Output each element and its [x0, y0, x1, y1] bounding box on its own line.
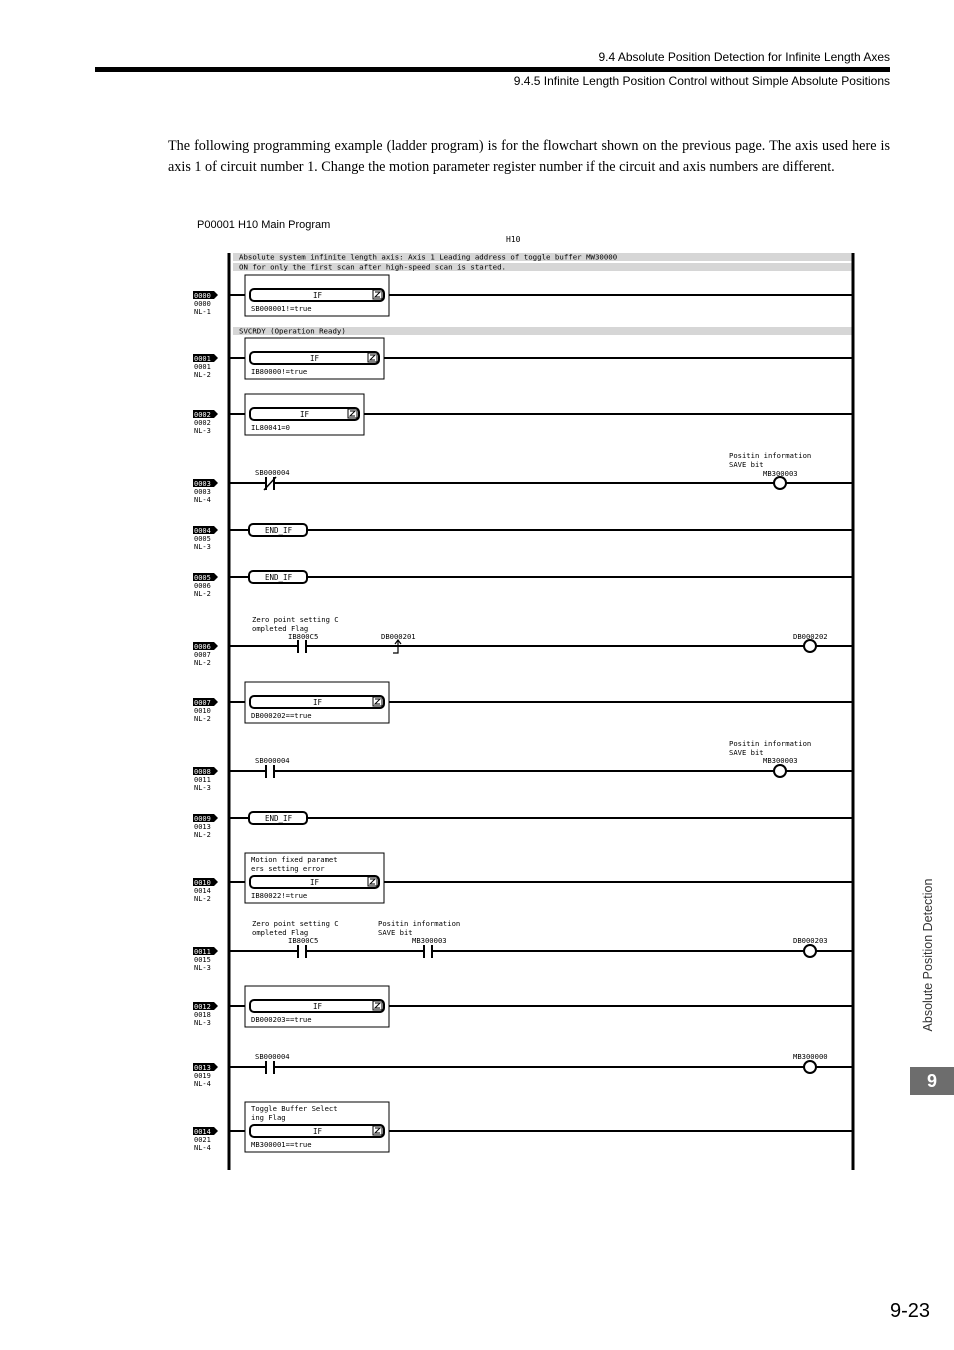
svg-text:SB000001!=true: SB000001!=true	[251, 304, 312, 313]
svg-text:NL-2: NL-2	[194, 895, 211, 903]
comment-text: Absolute system infinite length axis: Axis 1 Leading address of toggle buffer MW30000	[239, 252, 618, 262]
svg-text:END_IF: END_IF	[265, 526, 293, 535]
intro-paragraph: The following programming example (ladder program) is for the flowchart shown on the previous page. The axis used here is axis 1 of circuit number 1. Change the motion parameter register number if the circuit and axis numbers are different.	[168, 138, 890, 175]
if-block	[229, 853, 853, 903]
end-if-block	[229, 571, 853, 583]
svg-text:ing Flag: ing Flag	[251, 1113, 286, 1122]
svg-text:MB300003: MB300003	[412, 936, 447, 945]
svg-text:SAVE bit: SAVE bit	[729, 748, 764, 757]
svg-text:NL-2: NL-2	[194, 590, 211, 598]
comment-text: ON for only the first scan after high-speed scan is started.	[239, 262, 506, 272]
svg-text:NL-3: NL-3	[194, 543, 211, 551]
svg-text:SB000004: SB000004	[255, 468, 290, 477]
svg-text:ompleted Flag: ompleted Flag	[252, 624, 309, 633]
svg-text:0005: 0005	[194, 535, 211, 543]
svg-text:MB300000: MB300000	[793, 1052, 828, 1061]
svg-text:SB000004: SB000004	[255, 756, 290, 765]
svg-text:0004: 0004	[194, 527, 211, 535]
svg-text:0015: 0015	[194, 956, 211, 964]
rung-label	[193, 878, 218, 903]
svg-text:DB000202==true: DB000202==true	[251, 711, 312, 720]
svg-text:NL-2: NL-2	[194, 371, 211, 379]
svg-text:0019: 0019	[194, 1072, 211, 1080]
contact-rung	[229, 1052, 853, 1074]
chapter-badge: 9	[910, 1067, 954, 1095]
rung-label	[193, 814, 218, 839]
svg-text:0006: 0006	[194, 643, 211, 651]
svg-text:IB800C5: IB800C5	[288, 632, 319, 641]
svg-text:IB800C5: IB800C5	[288, 936, 319, 945]
if-block	[229, 682, 853, 723]
svg-text:END_IF: END_IF	[265, 814, 293, 823]
if-block	[229, 1102, 853, 1152]
svg-text:0001: 0001	[194, 363, 211, 371]
svg-text:END_IF: END_IF	[265, 573, 293, 582]
program-title: P00001 H10 Main Program	[197, 219, 331, 231]
contact-rung	[229, 615, 853, 653]
contact-rung	[229, 919, 853, 958]
svg-text:NL-2: NL-2	[194, 831, 211, 839]
svg-text:0012: 0012	[194, 1003, 211, 1011]
svg-text:0000: 0000	[194, 300, 211, 308]
svg-text:DB000201: DB000201	[381, 632, 416, 641]
svg-text:IF: IF	[310, 354, 320, 363]
rung-label	[193, 767, 218, 792]
svg-text:IB80022!=true: IB80022!=true	[251, 891, 308, 900]
svg-text:ompleted Flag: ompleted Flag	[252, 928, 309, 937]
chapter-side-tab	[908, 865, 948, 1045]
svg-text:0003: 0003	[194, 488, 211, 496]
svg-text:0007: 0007	[194, 699, 211, 707]
page-number: 9-23	[889, 1300, 930, 1322]
svg-text:NL-3: NL-3	[194, 964, 211, 972]
svg-text:0003: 0003	[194, 480, 211, 488]
rung-label	[193, 573, 218, 598]
svg-text:Motion fixed paramet: Motion fixed paramet	[251, 855, 338, 864]
svg-text:0009: 0009	[194, 815, 211, 823]
rung-label	[193, 479, 218, 504]
subsection-header: 9.4.5 Infinite Length Position Control without Simple Absolute Positions	[513, 74, 890, 88]
svg-text:0002: 0002	[194, 411, 211, 419]
svg-text:0018: 0018	[194, 1011, 211, 1019]
svg-text:0001: 0001	[194, 355, 211, 363]
rung-label	[193, 642, 218, 667]
svg-text:NL-3: NL-3	[194, 1019, 211, 1027]
if-block	[229, 986, 853, 1027]
svg-text:NL-2: NL-2	[194, 715, 211, 723]
if-block	[229, 275, 853, 316]
svg-text:0013: 0013	[194, 1064, 211, 1072]
if-block	[229, 338, 853, 379]
svg-text:DB000202: DB000202	[793, 632, 828, 641]
svg-text:Zero point setting C: Zero point setting C	[252, 919, 339, 928]
svg-text:DB000203: DB000203	[793, 936, 828, 945]
svg-text:NL-4: NL-4	[194, 496, 211, 504]
svg-text:0010: 0010	[194, 707, 211, 715]
svg-text:IF: IF	[313, 698, 323, 707]
svg-text:0008: 0008	[194, 768, 211, 776]
svg-text:IF: IF	[313, 291, 323, 300]
rung-label	[193, 410, 218, 435]
end-if-block	[229, 524, 853, 536]
svg-text:IF: IF	[313, 1127, 323, 1136]
svg-text:0014: 0014	[194, 887, 211, 895]
rung-label	[193, 354, 218, 379]
svg-text:Toggle Buffer Select: Toggle Buffer Select	[251, 1104, 338, 1113]
svg-text:IL80041=0: IL80041=0	[251, 423, 290, 432]
svg-text:0011: 0011	[194, 948, 211, 956]
svg-text:IB80000!=true: IB80000!=true	[251, 367, 308, 376]
svg-text:NL-4: NL-4	[194, 1144, 211, 1152]
svg-text:0013: 0013	[194, 823, 211, 831]
if-block	[229, 394, 853, 435]
svg-text:IF: IF	[313, 1002, 323, 1011]
rung-label	[193, 698, 218, 723]
rung-label	[193, 1127, 218, 1152]
svg-text:0014: 0014	[194, 1128, 211, 1136]
svg-text:0021: 0021	[194, 1136, 211, 1144]
svg-text:Zero point setting C: Zero point setting C	[252, 615, 339, 624]
svg-text:MB300003: MB300003	[763, 469, 798, 478]
svg-text:0007: 0007	[194, 651, 211, 659]
svg-text:NL-1: NL-1	[194, 308, 211, 316]
svg-text:NL-4: NL-4	[194, 1080, 211, 1088]
rung-label	[193, 947, 218, 972]
svg-text:Positin information: Positin information	[729, 739, 812, 748]
svg-text:DB000203==true: DB000203==true	[251, 1015, 312, 1024]
svg-text:0005: 0005	[194, 574, 211, 582]
rung-label	[193, 526, 218, 551]
end-if-block	[229, 812, 853, 824]
svg-text:MB300003: MB300003	[763, 756, 798, 765]
svg-text:IF: IF	[300, 410, 310, 419]
svg-text:0011: 0011	[194, 776, 211, 784]
section-header: 9.4 Absolute Position Detection for Infinite Length Axes	[598, 50, 890, 64]
contact-rung	[229, 739, 853, 778]
svg-text:NL-3: NL-3	[194, 784, 211, 792]
svg-text:0000: 0000	[194, 292, 211, 300]
drawing-label: H10	[506, 235, 521, 244]
svg-text:ers setting error: ers setting error	[251, 864, 325, 873]
svg-text:SB000004: SB000004	[255, 1052, 290, 1061]
contact-rung	[229, 451, 853, 490]
svg-text:IF: IF	[310, 878, 320, 887]
chapter-side-label: Absolute Position Detection	[921, 878, 935, 1032]
svg-text:SAVE bit: SAVE bit	[378, 928, 413, 937]
svg-text:Positin information: Positin information	[729, 451, 812, 460]
svg-text:0006: 0006	[194, 582, 211, 590]
svg-text:SAVE bit: SAVE bit	[729, 460, 764, 469]
rung-label	[193, 291, 218, 316]
svg-text:MB300001==true: MB300001==true	[251, 1140, 312, 1149]
svg-text:Positin information: Positin information	[378, 919, 461, 928]
comment-text: SVCRDY (Operation Ready)	[239, 326, 346, 336]
svg-text:0010: 0010	[194, 879, 211, 887]
svg-text:NL-2: NL-2	[194, 659, 211, 667]
svg-text:0002: 0002	[194, 419, 211, 427]
svg-text:NL-3: NL-3	[194, 427, 211, 435]
rung-label	[193, 1063, 218, 1088]
rung-label	[193, 1002, 218, 1027]
